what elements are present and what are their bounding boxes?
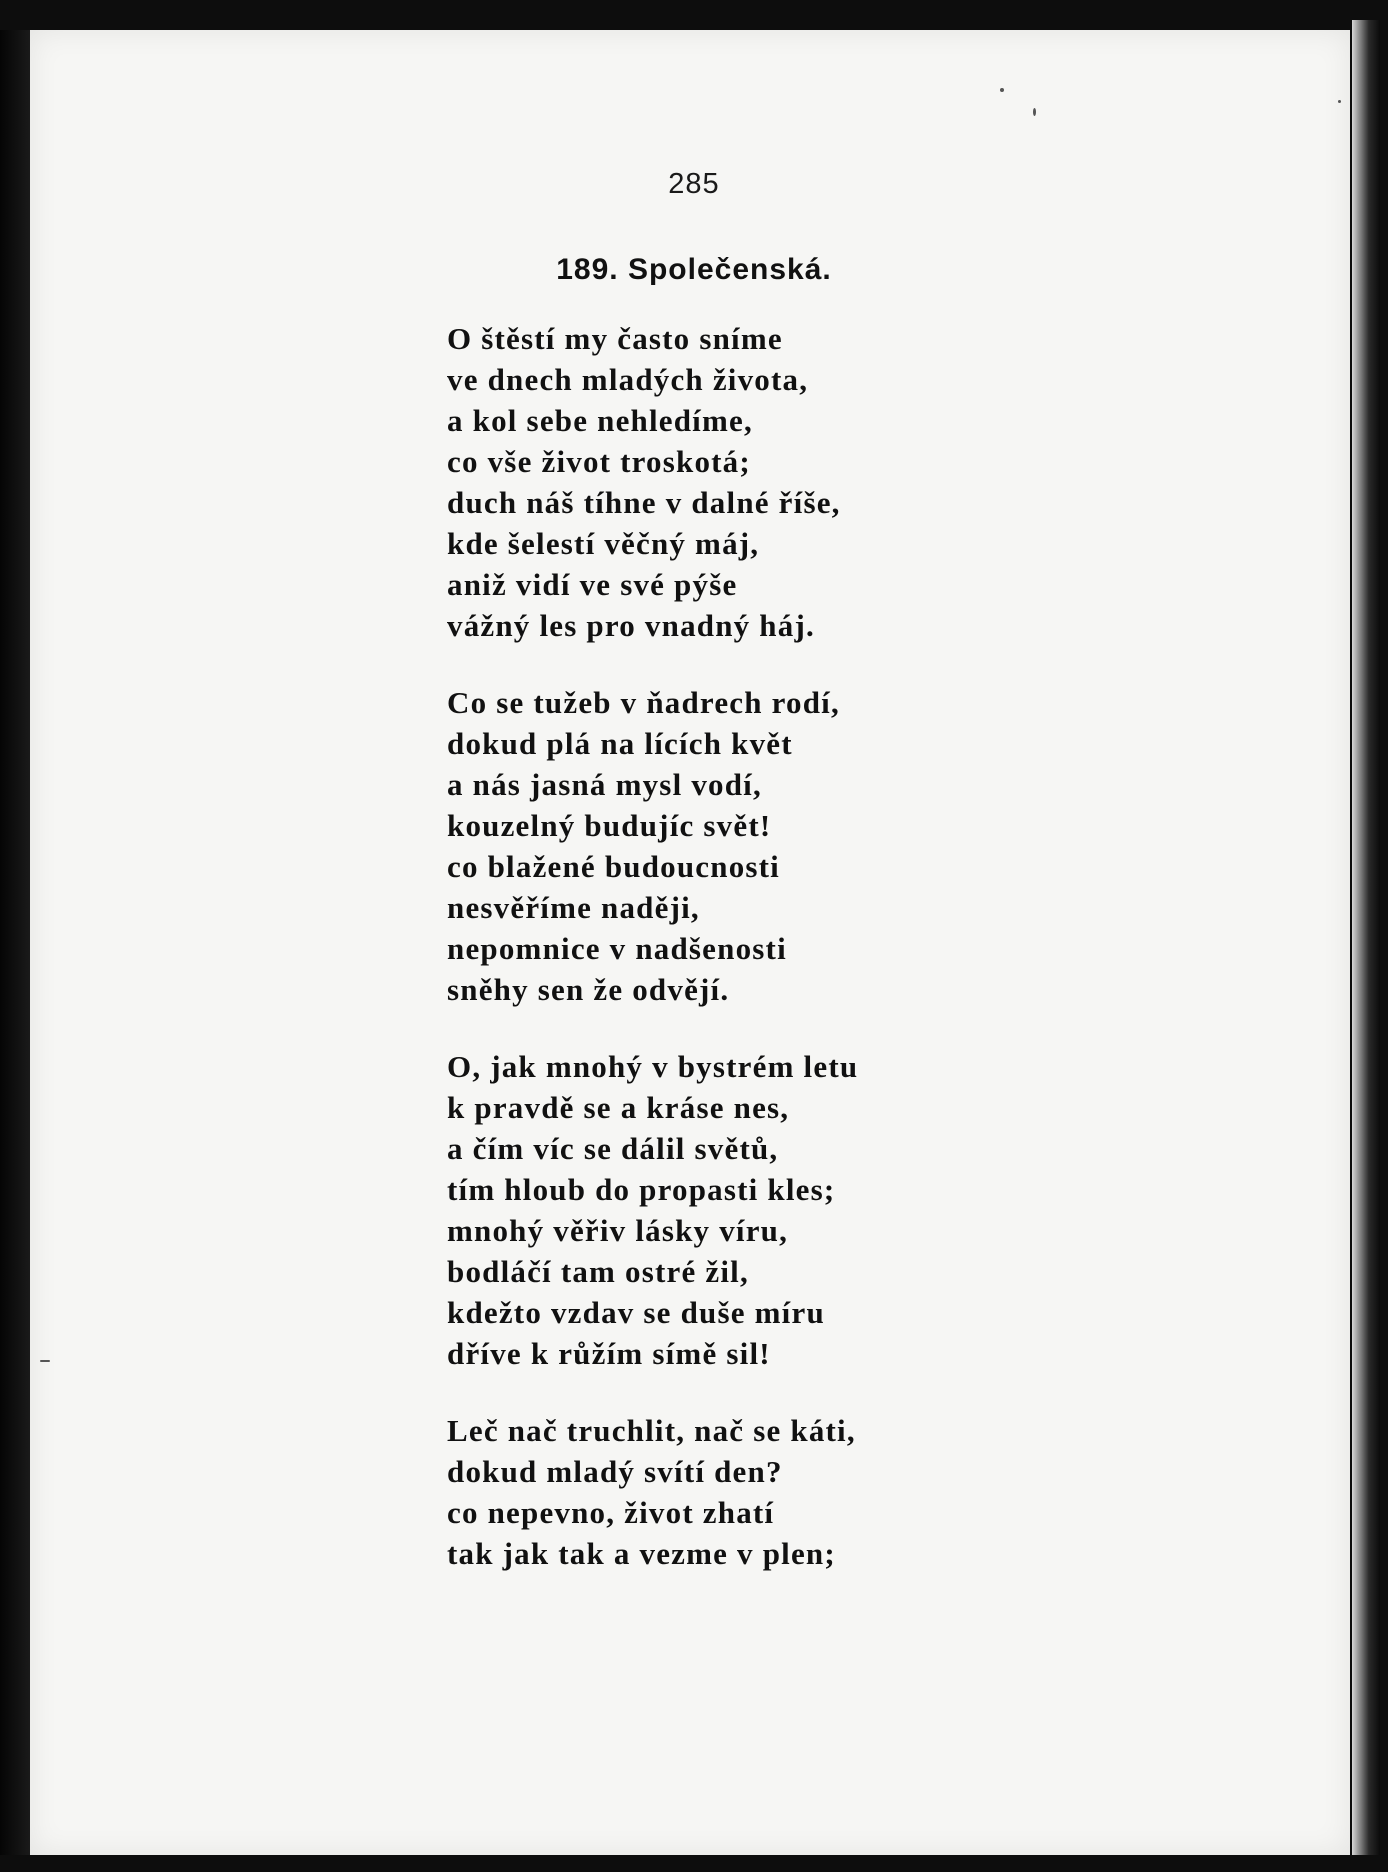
verse-line: co nepevno, život zhatí [447,1495,775,1530]
verse-line: nepomnice v nadšenosti [447,931,787,966]
poem-body [447,318,967,1610]
verse-line: O štěstí my často sníme [447,321,783,356]
verse-line: a kol sebe nehledíme, [447,403,753,438]
verse-line: bodláčí tam ostré žil, [447,1254,749,1289]
stanza-3 [447,1046,967,1374]
verse-line: k pravdě se a kráse nes, [447,1090,790,1125]
verse-line: duch náš tíhne v dalné říše, [447,485,841,520]
verse-line: ve dnech mladých života, [447,362,809,397]
verse-line: sněhy sen že odvějí. [447,972,730,1007]
stanza-2 [447,682,967,1010]
verse-line: Co se tužeb v ňadrech rodí, [447,685,840,720]
verse-line: Leč nač truchlit, nač se káti, [447,1413,856,1448]
verse-line: dříve k růžím símě sil! [447,1336,771,1371]
verse-line: a čím víc se dálil světů, [447,1131,779,1166]
verse-line: mnohý věřiv lásky víru, [447,1213,789,1248]
page-left-edge [0,30,30,1855]
verse-line: tím hloub do propasti kles; [447,1172,836,1207]
dust-speck [1000,88,1004,92]
verse-line: kouzelný budujíc svět! [447,808,772,843]
verse-line: dokud mladý svítí den? [447,1454,783,1489]
page-right-edge [1352,20,1380,1855]
stanza-1 [447,318,967,646]
dust-speck [1033,108,1036,116]
verse-line: O, jak mnohý v bystrém letu [447,1049,859,1084]
verse-line: co vše život troskotá; [447,444,751,479]
dust-speck [1338,100,1341,103]
stanza-4 [447,1410,967,1574]
verse-line: tak jak tak a vezme v plen; [447,1536,836,1571]
verse-line: kdežto vzdav se duše míru [447,1295,825,1330]
verse-line: vážný les pro vnadný háj. [447,608,815,643]
verse-line: kde šelestí věčný máj, [447,526,760,561]
verse-line: co blažené budoucnosti [447,849,780,884]
verse-line: dokud plá na lících květ [447,726,793,761]
verse-line: nesvěříme naději, [447,890,700,925]
poem-title: 189. Společenská. [556,253,832,286]
verse-line: a nás jasná mysl vodí, [447,767,762,802]
verse-line: aniž vidí ve své pýše [447,567,738,602]
page-number: 285 [668,168,720,200]
dust-speck [40,1360,50,1362]
